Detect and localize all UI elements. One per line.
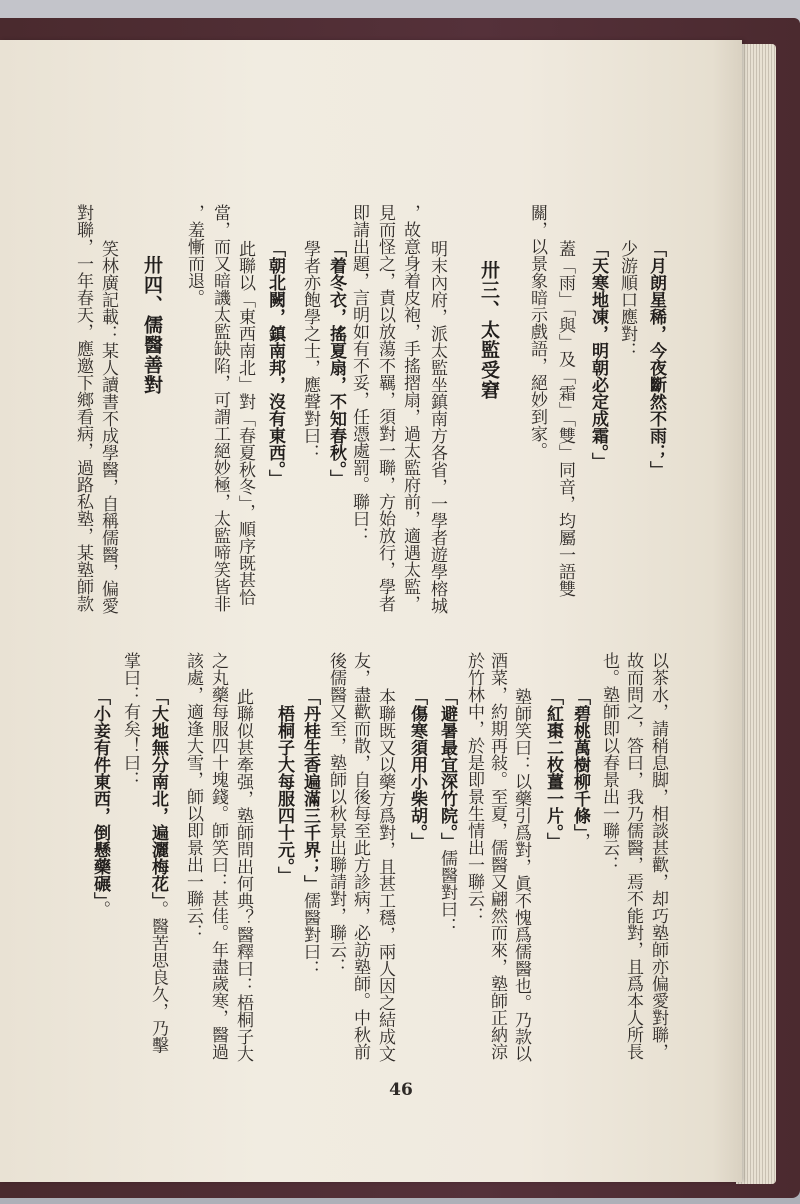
couplet-quote: 「小妾有件東西，倒懸藥碾」 bbox=[90, 688, 110, 901]
body-text: 當，而又暗譏太監缺陷，可謂工絕妙極，太監啼笑皆非 bbox=[210, 204, 230, 612]
text-column bbox=[298, 240, 322, 461]
couplet-quote: 「紅棗二枚薑一片。」 bbox=[543, 688, 563, 850]
body-text: 之丸藥每服四十塊錢。師笑曰：甚佳。年盡歲寒，醫過 bbox=[208, 652, 228, 1060]
couplet-quote: 「傷寒須用小柴胡。」 bbox=[407, 688, 427, 850]
text-column bbox=[263, 240, 287, 487]
page-number: 46 bbox=[389, 1080, 413, 1100]
text-column bbox=[298, 688, 322, 977]
text-column bbox=[615, 240, 639, 359]
body-text: 即請出題，言明如有不妥，任憑處罰。聯曰： bbox=[349, 204, 369, 544]
text-column bbox=[88, 688, 112, 918]
body-text: 本聯既又以藥方爲對，且甚工穩，兩人因之結成文 bbox=[375, 688, 395, 1062]
body-text: 該處，適逢大雪，師以即景出一聯云： bbox=[183, 652, 203, 941]
body-text: 酒菜，約期再敍。至夏，儒醫又翩然而來，塾師正納涼 bbox=[487, 652, 507, 1060]
couplet-quote: 「朝北闕，鎮南邦，沒有東西。」 bbox=[265, 240, 285, 487]
body-text: ，羞慚而退。 bbox=[184, 204, 204, 306]
text-column bbox=[405, 688, 429, 850]
text-column bbox=[71, 204, 95, 612]
body-text: 於竹林中，於是即景生情出一聯云： bbox=[464, 652, 484, 924]
text-column bbox=[373, 688, 397, 1062]
page-edges bbox=[736, 44, 776, 1184]
body-text: 故而問之，答曰，我乃儒醫，焉不能對，且爲本人所長 bbox=[623, 652, 643, 1060]
couplet-quote: 「避暑最宜深竹院。」 bbox=[437, 688, 457, 850]
text-column bbox=[233, 240, 257, 606]
text-column bbox=[146, 688, 170, 1054]
body-text: 儒醫對曰： bbox=[300, 892, 320, 977]
text-column bbox=[373, 204, 397, 612]
couplet-quote: 梧桐子大每服四十元。」 bbox=[274, 705, 294, 884]
body-text: 見而怪之，責以放蕩不羈，須對一聯，方始放行，學者 bbox=[375, 204, 395, 612]
body-text: ， bbox=[570, 832, 590, 850]
body-text: 學者亦飽學之士，應聲對曰： bbox=[300, 240, 320, 461]
text-column bbox=[621, 652, 645, 1060]
body-text: 後儒醫又至，塾師以秋景出聯請對，聯云： bbox=[326, 652, 346, 975]
body-text: 此聯以「東西南北」對「春夏秋冬」，順序既甚恰 bbox=[235, 240, 255, 606]
body-text: 明末內府，派太監坐鎮南方各省，一學者遊學榕城 bbox=[427, 240, 447, 614]
text-column bbox=[348, 652, 372, 1060]
body-text: 笑林廣記載：某人讀書不成學醫，自稱儒醫，偏愛 bbox=[98, 240, 118, 614]
couplet-quote: 「碧桃萬樹柳千條」 bbox=[570, 688, 590, 833]
text-column bbox=[206, 652, 230, 1060]
body-text: ，故意身着皮袍，手搖摺扇，過太監府前，適遇太監， bbox=[400, 204, 420, 612]
text-column bbox=[485, 652, 509, 1060]
body-text: 塾師笑曰：以藥引爲對，眞不愧爲儒醫也。乃款以 bbox=[511, 688, 531, 1062]
text-column bbox=[96, 240, 120, 614]
text-column bbox=[541, 688, 565, 850]
body-text: 對聯，一年春天，應邀下鄉看病，過路私塾，某塾師款 bbox=[73, 204, 93, 612]
text-column bbox=[324, 652, 348, 975]
text-column bbox=[347, 204, 371, 544]
couplet-quote: 「天寒地凍，明朝必定成霜。」 bbox=[588, 240, 608, 470]
couplet-quote: 「大地無分南北，遍灑梅花」 bbox=[148, 688, 168, 901]
body-text: 關，以景象暗示戲語，絕妙到家。 bbox=[527, 204, 547, 459]
text-column bbox=[118, 652, 142, 788]
body-text: 少游順口應對： bbox=[617, 240, 637, 359]
text-column bbox=[231, 688, 255, 1062]
section-heading-34: 卅四、儒醫善對 bbox=[141, 255, 163, 395]
text-column bbox=[646, 652, 670, 1060]
text-column bbox=[425, 240, 449, 614]
text-column bbox=[597, 652, 621, 873]
text-column bbox=[398, 204, 422, 612]
body-text: 儒醫對曰： bbox=[437, 849, 457, 935]
body-text: 友，盡歡而散，自後每至此方診病，必訪塾師。中秋前 bbox=[350, 652, 370, 1060]
text-column bbox=[525, 204, 549, 459]
body-text: 掌曰：有矣！曰： bbox=[120, 652, 140, 788]
body-text: 也。塾師即以春景出一聯云： bbox=[599, 652, 619, 873]
text-column bbox=[568, 688, 592, 850]
text-column bbox=[272, 705, 296, 884]
text-column bbox=[324, 240, 348, 487]
text-column bbox=[208, 204, 232, 612]
couplet-quote: 「丹桂生香遍滿三千界；」 bbox=[300, 688, 320, 892]
text-column bbox=[435, 688, 459, 935]
text-column bbox=[586, 240, 610, 470]
text-column bbox=[181, 652, 205, 941]
text-column bbox=[462, 652, 486, 924]
text-column bbox=[182, 204, 206, 306]
section-heading-33: 卅三、太監受窘 bbox=[478, 260, 500, 400]
body-text: 蓋「雨」「與」及「霜」「雙」同音，均屬一語雙 bbox=[555, 240, 575, 597]
couplet-quote: 「月朗星稀，今夜斷然不雨；」 bbox=[646, 240, 666, 478]
text-column bbox=[644, 240, 668, 478]
body-text: 。 bbox=[90, 900, 110, 918]
couplet-quote: 「着冬衣，搖夏扇，不知春秋。」 bbox=[326, 240, 346, 487]
text-column bbox=[509, 688, 533, 1062]
body-text: 此聯似甚牽强，塾師問出何典？醫釋曰：梧桐子大 bbox=[233, 688, 253, 1062]
body-text: 以茶水，請稍息脚，相談甚歡，却巧塾師亦偏愛對聯， bbox=[648, 652, 668, 1060]
text-column bbox=[553, 240, 577, 597]
body-text: 。醫苦思良久，乃擊 bbox=[148, 900, 168, 1054]
